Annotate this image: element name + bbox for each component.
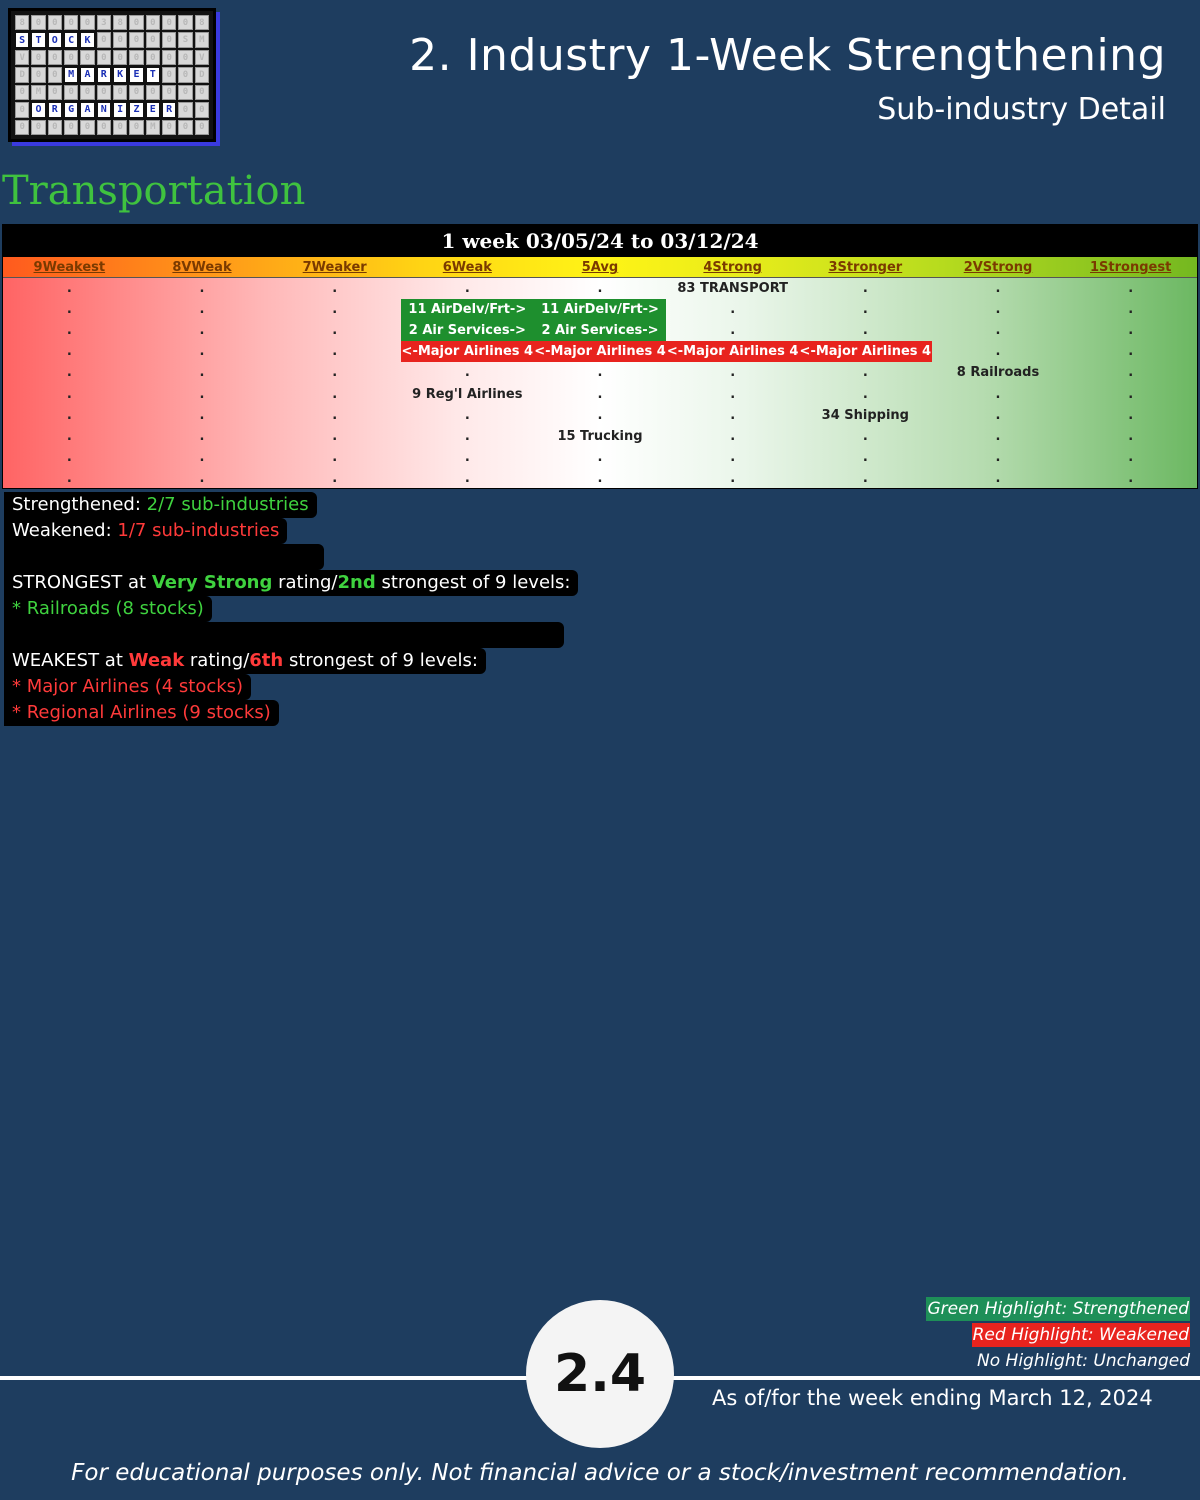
empty-cell: . bbox=[199, 365, 205, 381]
logo-letter: 0 bbox=[162, 85, 176, 100]
strongest-suffix: strongest of 9 levels: bbox=[375, 572, 571, 593]
logo-letter: E bbox=[146, 102, 160, 117]
legend-none: No Highlight: Unchanged bbox=[977, 1351, 1190, 1371]
logo-letter: 0 bbox=[162, 32, 176, 47]
level-header: 7Weaker bbox=[302, 260, 367, 275]
level-header: 5Avg bbox=[581, 260, 619, 275]
logo-letter: 0 bbox=[48, 67, 62, 82]
subindustry-cell: 8 Railroads bbox=[956, 365, 1040, 381]
logo-letter: 0 bbox=[64, 120, 78, 135]
weakest-rating: Weak bbox=[128, 650, 185, 671]
empty-cell: . bbox=[464, 365, 470, 381]
logo-letter: Z bbox=[129, 102, 143, 117]
empty-cell: . bbox=[199, 323, 205, 339]
logo-letter: 0 bbox=[129, 15, 143, 30]
empty-cell: . bbox=[1128, 470, 1134, 486]
empty-cell: . bbox=[995, 281, 1001, 296]
logo-letter: C bbox=[64, 32, 78, 47]
empty-cell: . bbox=[730, 449, 736, 465]
logo-letter: 0 bbox=[146, 50, 160, 65]
level-header: 6Weak bbox=[442, 260, 492, 275]
level-header: 8VWeak bbox=[172, 260, 232, 275]
logo-letter: 0 bbox=[162, 67, 176, 82]
table-row bbox=[3, 384, 1197, 405]
empty-cell: . bbox=[1128, 323, 1134, 339]
empty-cell: . bbox=[66, 302, 72, 318]
subindustry-cell: 11 AirDelv/Frt-> bbox=[534, 299, 667, 320]
empty-cell: . bbox=[995, 302, 1001, 318]
logo-letter: T bbox=[146, 67, 160, 82]
subindustry-cell: 83 TRANSPORT bbox=[677, 281, 788, 296]
logo-letter: 0 bbox=[178, 15, 192, 30]
empty-cell: . bbox=[862, 428, 868, 444]
strengthened-value: 2/7 sub-industries bbox=[146, 494, 309, 515]
level-header: 1Strongest bbox=[1090, 260, 1172, 275]
logo-letter: S bbox=[178, 32, 192, 47]
logo-letter: O bbox=[48, 32, 62, 47]
logo-letter: 0 bbox=[15, 120, 29, 135]
empty-cell: . bbox=[862, 386, 868, 402]
logo-letter: G bbox=[64, 102, 78, 117]
empty-cell: . bbox=[995, 470, 1001, 486]
empty-cell: . bbox=[332, 281, 338, 296]
empty-cell: . bbox=[730, 323, 736, 339]
weakened-label: Weakened: bbox=[12, 520, 118, 541]
empty-cell: . bbox=[332, 344, 338, 360]
logo-letter: I bbox=[113, 102, 127, 117]
empty-cell: . bbox=[332, 386, 338, 402]
logo-letter: 0 bbox=[195, 102, 209, 117]
empty-cell: . bbox=[730, 407, 736, 423]
logo-letter: 0 bbox=[80, 15, 94, 30]
industry-title: Transportation bbox=[2, 168, 306, 214]
empty-cell: . bbox=[332, 407, 338, 423]
empty-cell: . bbox=[995, 428, 1001, 444]
logo-letter: 0 bbox=[31, 15, 45, 30]
logo-letter: T bbox=[31, 32, 45, 47]
logo-letter: 0 bbox=[31, 120, 45, 135]
subindustry-cell: 2 Air Services-> bbox=[401, 320, 534, 341]
logo-letter: 0 bbox=[178, 85, 192, 100]
empty-cell: . bbox=[66, 449, 72, 465]
logo-letter: 0 bbox=[129, 85, 143, 100]
empty-cell: . bbox=[199, 302, 205, 318]
empty-cell: . bbox=[862, 302, 868, 318]
logo-letter: R bbox=[162, 102, 176, 117]
empty-cell: . bbox=[597, 386, 603, 402]
empty-cell: . bbox=[199, 470, 205, 486]
empty-cell: . bbox=[1128, 386, 1134, 402]
empty-cell: . bbox=[995, 323, 1001, 339]
empty-cell: . bbox=[862, 470, 868, 486]
logo-letter: 0 bbox=[48, 50, 62, 65]
logo-letter: K bbox=[80, 32, 94, 47]
logo-letter: A bbox=[80, 67, 94, 82]
logo-letter: 0 bbox=[97, 50, 111, 65]
logo-letter: M bbox=[64, 67, 78, 82]
empty-cell: . bbox=[730, 302, 736, 318]
logo-letter: 0 bbox=[146, 15, 160, 30]
logo-letter: 0 bbox=[129, 120, 143, 135]
legend-red: Red Highlight: Weakened bbox=[972, 1325, 1189, 1345]
logo-letter: 0 bbox=[48, 120, 62, 135]
empty-cell: . bbox=[995, 449, 1001, 465]
empty-cell: . bbox=[1128, 365, 1134, 381]
logo-letter: 0 bbox=[31, 50, 45, 65]
empty-cell: . bbox=[464, 449, 470, 465]
empty-cell: . bbox=[332, 323, 338, 339]
table-row bbox=[3, 278, 1197, 299]
logo-letter: 0 bbox=[64, 85, 78, 100]
logo-letter: M bbox=[146, 120, 160, 135]
empty-cell: . bbox=[862, 323, 868, 339]
list-item: * Railroads (8 stocks) bbox=[4, 596, 212, 622]
as-of-date: As of/for the week ending March 12, 2024 bbox=[712, 1386, 1153, 1410]
list-item: * Regional Airlines (9 stocks) bbox=[4, 700, 279, 726]
logo-letter: O bbox=[31, 102, 45, 117]
empty-cell: . bbox=[332, 449, 338, 465]
empty-cell: . bbox=[1128, 428, 1134, 444]
empty-cell: . bbox=[1128, 344, 1134, 360]
empty-cell: . bbox=[199, 428, 205, 444]
table-row bbox=[3, 447, 1197, 468]
table-title: 1 week 03/05/24 to 03/12/24 bbox=[3, 225, 1197, 257]
empty-cell: . bbox=[597, 449, 603, 465]
logo-letter: R bbox=[48, 102, 62, 117]
empty-cell: . bbox=[862, 281, 868, 296]
logo-grid bbox=[15, 15, 209, 135]
empty-cell: . bbox=[597, 470, 603, 486]
logo-letter: D bbox=[15, 67, 29, 82]
logo-letter: 0 bbox=[178, 67, 192, 82]
logo-letter: S bbox=[15, 32, 29, 47]
logo-letter: M bbox=[195, 32, 209, 47]
empty-cell: . bbox=[332, 428, 338, 444]
empty-cell: . bbox=[1128, 281, 1134, 296]
strengthened-label: Strengthened: bbox=[12, 494, 147, 515]
logo-letter: K bbox=[113, 67, 127, 82]
page-title: 2. Industry 1-Week Strengthening bbox=[409, 30, 1166, 81]
weakest-rank: 6th bbox=[249, 650, 284, 671]
strongest-rank: 2nd bbox=[337, 572, 376, 593]
level-header: 3Stronger bbox=[828, 260, 903, 275]
empty-cell: . bbox=[66, 344, 72, 360]
page-number-badge: 2.4 bbox=[526, 1300, 674, 1448]
weakest-line bbox=[4, 648, 486, 674]
empty-cell: . bbox=[66, 281, 72, 296]
logo-letter: N bbox=[97, 102, 111, 117]
empty-cell: . bbox=[597, 281, 603, 296]
logo-letter: 0 bbox=[162, 50, 176, 65]
level-header: 2VStrong bbox=[963, 260, 1033, 275]
subindustry-cell: <-Major Airlines 4 bbox=[401, 341, 534, 362]
strongest-prefix: STRONGEST at bbox=[12, 572, 152, 593]
empty-cell: . bbox=[464, 407, 470, 423]
empty-cell: . bbox=[730, 386, 736, 402]
subindustry-cell: 34 Shipping bbox=[821, 407, 909, 423]
subindustry-cell: 9 Reg'l Airlines bbox=[412, 386, 523, 402]
strongest-mid: rating/ bbox=[272, 572, 338, 593]
empty-cell: . bbox=[199, 281, 205, 296]
empty-cell: . bbox=[66, 386, 72, 402]
spacer-block bbox=[4, 622, 564, 648]
logo-letter: 0 bbox=[178, 120, 192, 135]
empty-cell: . bbox=[199, 449, 205, 465]
table-row bbox=[3, 320, 1197, 341]
empty-cell: . bbox=[199, 386, 205, 402]
logo-letter: 0 bbox=[64, 50, 78, 65]
empty-cell: . bbox=[464, 281, 470, 296]
logo-letter: 0 bbox=[97, 85, 111, 100]
level-header: 9Weakest bbox=[33, 260, 106, 275]
table-row bbox=[3, 299, 1197, 320]
logo-letter: 8 bbox=[195, 15, 209, 30]
empty-cell: . bbox=[1128, 302, 1134, 318]
empty-cell: . bbox=[332, 302, 338, 318]
logo-letter: 0 bbox=[15, 102, 29, 117]
weakened-value: 1/7 sub-industries bbox=[117, 520, 280, 541]
empty-cell: . bbox=[66, 470, 72, 486]
list-item: * Major Airlines (4 stocks) bbox=[4, 674, 251, 700]
empty-cell: . bbox=[730, 365, 736, 381]
weakest-suffix: strongest of 9 levels: bbox=[283, 650, 478, 671]
weakened-line bbox=[4, 518, 287, 544]
logo-letter: 0 bbox=[129, 50, 143, 65]
page-subtitle: Sub-industry Detail bbox=[877, 92, 1166, 127]
logo-letter: 0 bbox=[162, 15, 176, 30]
empty-cell: . bbox=[1128, 407, 1134, 423]
subindustry-cell: <-Major Airlines 4 bbox=[799, 341, 932, 362]
logo-letter: 0 bbox=[31, 67, 45, 82]
logo-letter: 0 bbox=[97, 32, 111, 47]
empty-cell: . bbox=[66, 323, 72, 339]
table-row bbox=[3, 341, 1197, 362]
subindustry-cell: <-Major Airlines 4 bbox=[534, 341, 667, 362]
table-row bbox=[3, 362, 1197, 383]
stock-market-organizer-logo bbox=[8, 8, 216, 142]
empty-cell: . bbox=[995, 407, 1001, 423]
empty-cell: . bbox=[1128, 449, 1134, 465]
summary-panel bbox=[4, 492, 578, 726]
logo-letter: 0 bbox=[80, 85, 94, 100]
logo-letter: A bbox=[80, 102, 94, 117]
logo-letter: 0 bbox=[146, 85, 160, 100]
spacer-block bbox=[4, 544, 324, 570]
table-row bbox=[3, 426, 1197, 447]
logo-letter: 0 bbox=[80, 50, 94, 65]
level-header-row bbox=[3, 257, 1197, 278]
logo-letter: 0 bbox=[113, 85, 127, 100]
empty-cell: . bbox=[995, 344, 1001, 360]
logo-letter: 0 bbox=[113, 32, 127, 47]
level-header: 4Strong bbox=[703, 260, 762, 275]
empty-cell: . bbox=[730, 428, 736, 444]
logo-letter: 8 bbox=[15, 15, 29, 30]
logo-letter: V bbox=[195, 50, 209, 65]
empty-cell: . bbox=[66, 428, 72, 444]
rating-table bbox=[2, 224, 1198, 489]
empty-cell: . bbox=[199, 344, 205, 360]
weakest-list bbox=[4, 674, 578, 726]
empty-cell: . bbox=[862, 449, 868, 465]
empty-cell: . bbox=[597, 407, 603, 423]
grid-rows bbox=[3, 278, 1197, 489]
logo-letter: 0 bbox=[162, 120, 176, 135]
highlight-legend bbox=[926, 1297, 1190, 1375]
grid-body bbox=[3, 278, 1197, 489]
logo-letter: 0 bbox=[195, 120, 209, 135]
logo-letter: 0 bbox=[178, 102, 192, 117]
weakest-mid: rating/ bbox=[184, 650, 250, 671]
logo-letter: 0 bbox=[15, 85, 29, 100]
logo-letter: 0 bbox=[129, 32, 143, 47]
strengthened-line bbox=[4, 492, 317, 518]
table-row bbox=[3, 468, 1197, 489]
strongest-rating: Very Strong bbox=[151, 572, 273, 593]
logo-letter: R bbox=[97, 67, 111, 82]
empty-cell: . bbox=[66, 407, 72, 423]
logo-letter: 0 bbox=[48, 15, 62, 30]
logo-letter: 0 bbox=[195, 85, 209, 100]
logo-letter: 0 bbox=[97, 120, 111, 135]
weakest-prefix: WEAKEST at bbox=[12, 650, 129, 671]
table-row bbox=[3, 405, 1197, 426]
empty-cell: . bbox=[597, 365, 603, 381]
logo-letter: 0 bbox=[64, 15, 78, 30]
logo-letter: 0 bbox=[146, 32, 160, 47]
legend-green: Green Highlight: Strengthened bbox=[927, 1299, 1189, 1319]
subindustry-cell: <-Major Airlines 4 bbox=[666, 341, 799, 362]
strongest-line bbox=[4, 570, 578, 596]
empty-cell: . bbox=[199, 407, 205, 423]
empty-cell: . bbox=[332, 365, 338, 381]
subindustry-cell: 2 Air Services-> bbox=[534, 320, 667, 341]
logo-letter: 0 bbox=[113, 120, 127, 135]
logo-letter: 0 bbox=[178, 50, 192, 65]
empty-cell: . bbox=[730, 470, 736, 486]
logo-letter: 0 bbox=[113, 50, 127, 65]
logo-letter: 8 bbox=[113, 15, 127, 30]
logo-letter: D bbox=[195, 67, 209, 82]
empty-cell: . bbox=[66, 365, 72, 381]
disclaimer: For educational purposes only. Not financial advice or a stock/investment recommendation. bbox=[71, 1460, 1129, 1486]
logo-letter: M bbox=[31, 85, 45, 100]
subindustry-cell: 15 Trucking bbox=[557, 428, 643, 444]
logo-letter: 0 bbox=[48, 85, 62, 100]
logo-letter: V bbox=[15, 50, 29, 65]
empty-cell: . bbox=[995, 386, 1001, 402]
empty-cell: . bbox=[464, 470, 470, 486]
logo-letter: E bbox=[129, 67, 143, 82]
logo-letter: 0 bbox=[80, 120, 94, 135]
empty-cell: . bbox=[862, 365, 868, 381]
strongest-list bbox=[4, 596, 578, 622]
empty-cell: . bbox=[464, 428, 470, 444]
empty-cell: . bbox=[332, 470, 338, 486]
subindustry-cell: 11 AirDelv/Frt-> bbox=[401, 299, 534, 320]
logo-letter: 3 bbox=[97, 15, 111, 30]
